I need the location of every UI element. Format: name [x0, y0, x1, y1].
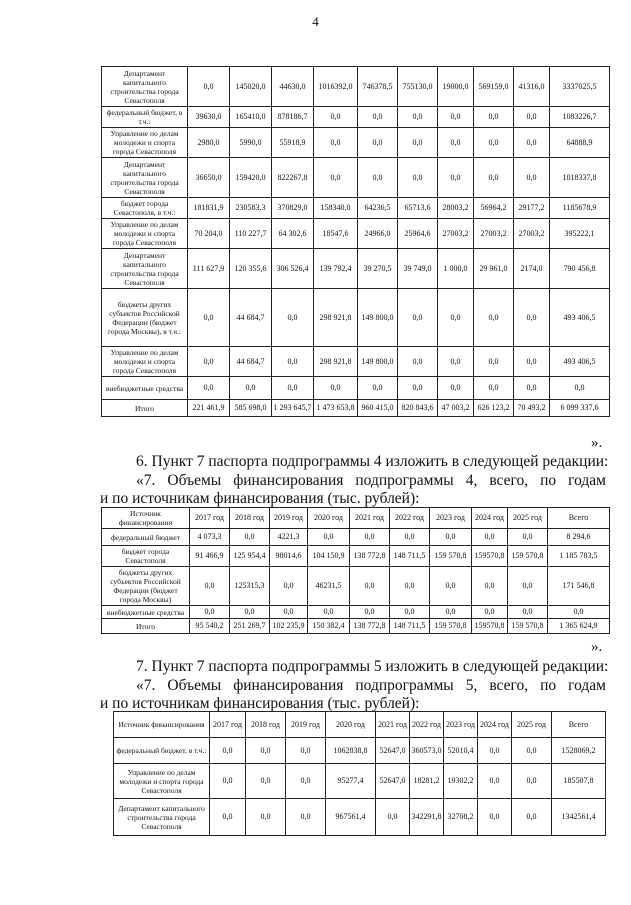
table-row [102, 546, 610, 567]
value-cell: 1016392,0 [314, 67, 358, 107]
value-cell: 64236,5 [358, 198, 398, 219]
value-cell: 251 269,7 [230, 619, 270, 634]
value-cell: 6 099 337,6 [550, 400, 610, 417]
value-cell: 0,0 [438, 128, 474, 158]
value-cell: 0,0 [438, 158, 474, 198]
value-cell: 585 698,0 [230, 400, 272, 417]
value-cell: 159420,0 [230, 158, 272, 198]
value-cell: 790 456,8 [550, 249, 610, 289]
value-cell: 0,0 [188, 67, 230, 107]
value-cell: 755130,0 [398, 67, 438, 107]
value-cell: 27003,2 [438, 219, 474, 249]
row-label-cell: бюджет города Севастополя [102, 546, 190, 567]
value-cell: 0,0 [430, 567, 472, 606]
funding-table-continued [101, 66, 610, 417]
value-cell: 150 382,4 [308, 619, 350, 634]
header-year-cell: 2022 год [410, 712, 444, 738]
value-cell: 0,0 [230, 606, 270, 619]
table-row [102, 128, 610, 158]
value-cell: 0,0 [188, 347, 230, 377]
value-cell: 4 073,3 [190, 529, 230, 546]
value-cell: 0,0 [210, 764, 246, 799]
header-year-cell: 2025 год [512, 712, 552, 738]
value-cell: 95277,4 [326, 764, 376, 799]
value-cell: 0,0 [246, 738, 286, 764]
value-cell: 29 961,0 [474, 249, 514, 289]
table1-body [102, 67, 610, 417]
row-label-cell: бюджеты других субъектов Российской Федерации (бюджет города Москвы), в т.ч.: [102, 289, 188, 347]
header-year-cell: 2024 год [472, 508, 508, 529]
header-year-cell: 2019 год [286, 712, 326, 738]
value-cell: 0,0 [514, 107, 550, 128]
value-cell: 0,0 [390, 529, 430, 546]
value-cell: 342291,8 [410, 799, 444, 836]
value-cell: 104 150,9 [308, 546, 350, 567]
header-year-cell: 2023 год [430, 508, 472, 529]
header-year-cell: 2019 год [270, 508, 308, 529]
value-cell: 0,0 [474, 158, 514, 198]
value-cell: 2980,0 [188, 128, 230, 158]
table-row [102, 529, 610, 546]
value-cell: 138 772,8 [350, 619, 390, 634]
value-cell: 27003,2 [474, 219, 514, 249]
value-cell: 820 843,6 [398, 400, 438, 417]
section-7-text-line: и по источникам финансирования (тыс. рублей): [100, 695, 420, 712]
table2-header [102, 508, 610, 529]
value-cell: 493 406,5 [550, 289, 610, 347]
value-cell: 27003,2 [514, 219, 550, 249]
value-cell: 55918,9 [272, 128, 314, 158]
value-cell: 39 270,5 [358, 249, 398, 289]
value-cell: 1018337,8 [550, 158, 610, 198]
value-cell: 626 123,2 [474, 400, 514, 417]
value-cell: 8 294,6 [548, 529, 610, 546]
value-cell: 159570,8 [472, 546, 508, 567]
value-cell: 1 473 653,8 [314, 400, 358, 417]
value-cell: 0,0 [438, 289, 474, 347]
subprogram-4-funding-table [101, 507, 610, 634]
header-year-cell: 2018 год [246, 712, 286, 738]
value-cell: 0,0 [508, 567, 548, 606]
value-cell: 1 185 783,5 [548, 546, 610, 567]
value-cell: 0,0 [398, 107, 438, 128]
value-cell: 165410,0 [230, 107, 272, 128]
table-row [102, 107, 610, 128]
value-cell: 148 711,5 [390, 546, 430, 567]
table-row [114, 764, 606, 799]
value-cell: 52647,0 [376, 764, 410, 799]
value-cell: 0,0 [350, 529, 390, 546]
value-cell: 47 003,2 [438, 400, 474, 417]
header-year-cell: 2017 год [210, 712, 246, 738]
value-cell: 0,0 [358, 158, 398, 198]
table-row [114, 738, 606, 764]
value-cell: 19302,2 [444, 764, 478, 799]
value-cell: 159 570,8 [430, 546, 472, 567]
header-year-cell: 2017 год [190, 508, 230, 529]
row-label-cell: бюджет города Севастополя, в т.ч.: [102, 198, 188, 219]
value-cell: 0,0 [508, 529, 548, 546]
value-cell: 149 800,0 [358, 289, 398, 347]
table3-body [114, 738, 606, 836]
value-cell: 3337025,5 [550, 67, 610, 107]
table-row [102, 289, 610, 347]
header-year-cell: 2020 год [308, 508, 350, 529]
table-row [114, 799, 606, 836]
value-cell: 139 792,4 [314, 249, 358, 289]
table3-header [114, 712, 606, 738]
value-cell: 1062838,8 [326, 738, 376, 764]
value-cell: 2174,0 [514, 249, 550, 289]
value-cell: 0,0 [358, 107, 398, 128]
table-row [102, 158, 610, 198]
value-cell: 120 355,6 [230, 249, 272, 289]
value-cell: 0,0 [478, 799, 512, 836]
value-cell: 0,0 [474, 377, 514, 400]
value-cell: 181831,9 [188, 198, 230, 219]
value-cell: 171 546,8 [548, 567, 610, 606]
value-cell: 0,0 [350, 606, 390, 619]
value-cell: 0,0 [430, 529, 472, 546]
row-label-cell: федеральный бюджет, в т.ч.: [102, 107, 188, 128]
value-cell: 967561,4 [326, 799, 376, 836]
value-cell: 0,0 [210, 799, 246, 836]
value-cell: 138 772,8 [350, 546, 390, 567]
value-cell: 1083226,7 [550, 107, 610, 128]
value-cell: 0,0 [472, 606, 508, 619]
value-cell: 159 570,8 [508, 546, 548, 567]
value-cell: 1 293 645,7 [272, 400, 314, 417]
value-cell: 0,0 [474, 107, 514, 128]
value-cell: 298 921,8 [314, 347, 358, 377]
row-label-cell: Управление по делам молодежи и спорта города Севастополя [102, 347, 188, 377]
section-6-heading: 6. Пункт 7 паспорта подпрограммы 4 изложить в следующей редакции: [136, 453, 609, 470]
value-cell: 44 684,7 [230, 347, 272, 377]
value-cell: 0,0 [314, 107, 358, 128]
value-cell: 0,0 [508, 606, 548, 619]
row-label-cell: Управление по делам молодежи и спорта города Севастополя [114, 764, 210, 799]
value-cell: 0,0 [390, 567, 430, 606]
value-cell: 0,0 [286, 738, 326, 764]
table-row [102, 67, 610, 107]
value-cell: 0,0 [430, 606, 472, 619]
row-label-cell: внебюджетные средства [102, 377, 188, 400]
row-label-cell: Итого [102, 400, 188, 417]
row-label-cell: Департамент капитального строительства города Севастополя [114, 799, 210, 836]
header-source-cell: Источник финансирования [102, 508, 190, 529]
value-cell: 0,0 [478, 764, 512, 799]
value-cell: 0,0 [472, 567, 508, 606]
value-cell: 0,0 [308, 529, 350, 546]
value-cell: 1 365 624,9 [548, 619, 610, 634]
value-cell: 822267,8 [272, 158, 314, 198]
value-cell: 91 466,9 [190, 546, 230, 567]
value-cell: 298 921,8 [314, 289, 358, 347]
value-cell: 0,0 [270, 606, 308, 619]
value-cell: 52647,0 [376, 738, 410, 764]
value-cell: 0,0 [272, 347, 314, 377]
value-cell: 70 204,0 [188, 219, 230, 249]
value-cell: 159570,8 [472, 619, 508, 634]
value-cell: 0,0 [474, 289, 514, 347]
value-cell: 0,0 [188, 377, 230, 400]
value-cell: 0,0 [286, 799, 326, 836]
header-year-cell: 2025 год [508, 508, 548, 529]
value-cell: 0,0 [358, 128, 398, 158]
value-cell: 70 493,2 [514, 400, 550, 417]
value-cell: 158340,0 [314, 198, 358, 219]
value-cell: 0,0 [438, 347, 474, 377]
value-cell: 0,0 [514, 377, 550, 400]
value-cell: 0,0 [514, 289, 550, 347]
table-row [102, 567, 610, 606]
value-cell: 149 800,0 [358, 347, 398, 377]
row-label-cell: Управление по делам молодежи и спорта города Севастополя [102, 219, 188, 249]
header-year-cell: 2024 год [478, 712, 512, 738]
value-cell: 18547,6 [314, 219, 358, 249]
value-cell: 46231,5 [308, 567, 350, 606]
value-cell: 0,0 [358, 377, 398, 400]
value-cell: 159 570,8 [508, 619, 548, 634]
value-cell: 64888,9 [550, 128, 610, 158]
value-cell: 44630,0 [272, 67, 314, 107]
value-cell: 0,0 [398, 128, 438, 158]
value-cell: 185507,8 [552, 764, 606, 799]
value-cell: 0,0 [190, 606, 230, 619]
value-cell: 0,0 [376, 799, 410, 836]
value-cell: 0,0 [210, 738, 246, 764]
value-cell: 0,0 [514, 158, 550, 198]
value-cell: 102 235,9 [270, 619, 308, 634]
row-label-cell: Департамент капитального строительства города Севастополя [102, 67, 188, 107]
value-cell: 360573,0 [410, 738, 444, 764]
value-cell: 41316,0 [514, 67, 550, 107]
value-cell: 1342561,4 [552, 799, 606, 836]
value-cell: 0,0 [272, 377, 314, 400]
value-cell: 44 684,7 [230, 289, 272, 347]
closing-quote-mark: ». [591, 435, 603, 451]
value-cell: 0,0 [246, 764, 286, 799]
header-year-cell: 2022 год [390, 508, 430, 529]
value-cell: 28003,2 [438, 198, 474, 219]
value-cell: 0,0 [514, 128, 550, 158]
value-cell: 64 302,6 [272, 219, 314, 249]
value-cell: 1528069,2 [552, 738, 606, 764]
value-cell: 95 540,2 [190, 619, 230, 634]
value-cell: 110 227,7 [230, 219, 272, 249]
value-cell: 125 954,4 [230, 546, 270, 567]
row-label-cell: Департамент капитального строительства города Севастополя [102, 249, 188, 289]
value-cell: 39 749,0 [398, 249, 438, 289]
value-cell: 98014,6 [270, 546, 308, 567]
value-cell: 0,0 [474, 347, 514, 377]
value-cell: 5990,0 [230, 128, 272, 158]
row-label-cell: Управление по делам молодежи и спорта города Севастополя [102, 128, 188, 158]
section-6-text-line: и по источникам финансирования (тыс. рублей): [100, 490, 420, 507]
value-cell: 29177,2 [514, 198, 550, 219]
value-cell: 0,0 [514, 347, 550, 377]
value-cell: 145020,0 [230, 67, 272, 107]
value-cell: 569159,0 [474, 67, 514, 107]
table-row [102, 249, 610, 289]
value-cell: 493 406,5 [550, 347, 610, 377]
value-cell: 306 526,4 [272, 249, 314, 289]
value-cell: 1 000,0 [438, 249, 474, 289]
value-cell: 0,0 [230, 529, 270, 546]
value-cell: 0,0 [188, 289, 230, 347]
table-row [102, 400, 610, 417]
value-cell: 159 570,8 [430, 619, 472, 634]
value-cell: 0,0 [272, 289, 314, 347]
section-6-text-line: «7. Объемы финансирования подпрограммы 4, всего, по годам [136, 472, 606, 489]
value-cell: 0,0 [548, 606, 610, 619]
section-7-heading: 7. Пункт 7 паспорта подпрограммы 5 изложить в следующей редакции: [136, 658, 609, 675]
value-cell: 0,0 [314, 158, 358, 198]
value-cell: 0,0 [438, 107, 474, 128]
table-row [102, 198, 610, 219]
value-cell: 0,0 [314, 377, 358, 400]
table-row [102, 619, 610, 634]
row-label-cell: Итого [102, 619, 190, 634]
value-cell: 0,0 [350, 567, 390, 606]
value-cell: 56964,2 [474, 198, 514, 219]
value-cell: 125315,3 [230, 567, 270, 606]
value-cell: 370829,0 [272, 198, 314, 219]
header-source-cell: Источник финансирования [114, 712, 210, 738]
row-label-cell: федеральный бюджет, в т.ч.: [114, 738, 210, 764]
value-cell: 25964,6 [398, 219, 438, 249]
value-cell: 221 461,9 [188, 400, 230, 417]
value-cell: 0,0 [270, 567, 308, 606]
header-year-cell: 2020 год [326, 712, 376, 738]
value-cell: 148 711,5 [390, 619, 430, 634]
header-year-cell: 2018 год [230, 508, 270, 529]
value-cell: 230583,3 [230, 198, 272, 219]
table-header-row [114, 712, 606, 738]
table-header-row [102, 508, 610, 529]
table-row [102, 219, 610, 249]
value-cell: 0,0 [286, 764, 326, 799]
value-cell: 111 627,9 [188, 249, 230, 289]
value-cell: 32708,2 [444, 799, 478, 836]
value-cell: 0,0 [512, 764, 552, 799]
value-cell: 0,0 [398, 347, 438, 377]
value-cell: 1185678,9 [550, 198, 610, 219]
value-cell: 24966,0 [358, 219, 398, 249]
value-cell: 19000,0 [438, 67, 474, 107]
value-cell: 0,0 [398, 158, 438, 198]
value-cell: 0,0 [230, 377, 272, 400]
value-cell: 960 415,0 [358, 400, 398, 417]
value-cell: 52010,4 [444, 738, 478, 764]
value-cell: 0,0 [390, 606, 430, 619]
value-cell: 0,0 [398, 377, 438, 400]
subprogram-5-funding-table [113, 711, 606, 836]
value-cell: 0,0 [308, 606, 350, 619]
header-year-cell: 2021 год [350, 508, 390, 529]
row-label-cell: Департамент капитального строительства города Севастополя [102, 158, 188, 198]
value-cell: 39630,0 [188, 107, 230, 128]
value-cell: 0,0 [314, 128, 358, 158]
header-year-cell: 2021 год [376, 712, 410, 738]
value-cell: 0,0 [472, 529, 508, 546]
row-label-cell: бюджеты других субъектов Российской Федерации (бюджет города Москвы) [102, 567, 190, 606]
value-cell: 0,0 [474, 128, 514, 158]
row-label-cell: федеральный бюджет [102, 529, 190, 546]
value-cell: 65713,6 [398, 198, 438, 219]
value-cell: 0,0 [190, 567, 230, 606]
value-cell: 746378,5 [358, 67, 398, 107]
page-number: 4 [312, 14, 319, 29]
value-cell: 0,0 [398, 289, 438, 347]
table-row [102, 347, 610, 377]
value-cell: 18281,2 [410, 764, 444, 799]
value-cell: 4221,3 [270, 529, 308, 546]
value-cell: 0,0 [438, 377, 474, 400]
value-cell: 395222,1 [550, 219, 610, 249]
value-cell: 0,0 [512, 738, 552, 764]
section-7-text-line: «7. Объемы финансирования подпрограммы 5, всего, по годам [136, 677, 606, 694]
table2-body [102, 529, 610, 634]
value-cell: 0,0 [550, 377, 610, 400]
closing-quote-mark: ». [591, 639, 603, 655]
value-cell: 878186,7 [272, 107, 314, 128]
header-year-cell: Всего [552, 712, 606, 738]
table-row [102, 377, 610, 400]
value-cell: 0,0 [512, 799, 552, 836]
table-row [102, 606, 610, 619]
row-label-cell: внебюджетные средства [102, 606, 190, 619]
value-cell: 0,0 [246, 799, 286, 836]
header-year-cell: 2023 год [444, 712, 478, 738]
header-year-cell: Всего [548, 508, 610, 529]
value-cell: 0,0 [478, 738, 512, 764]
value-cell: 36650,0 [188, 158, 230, 198]
